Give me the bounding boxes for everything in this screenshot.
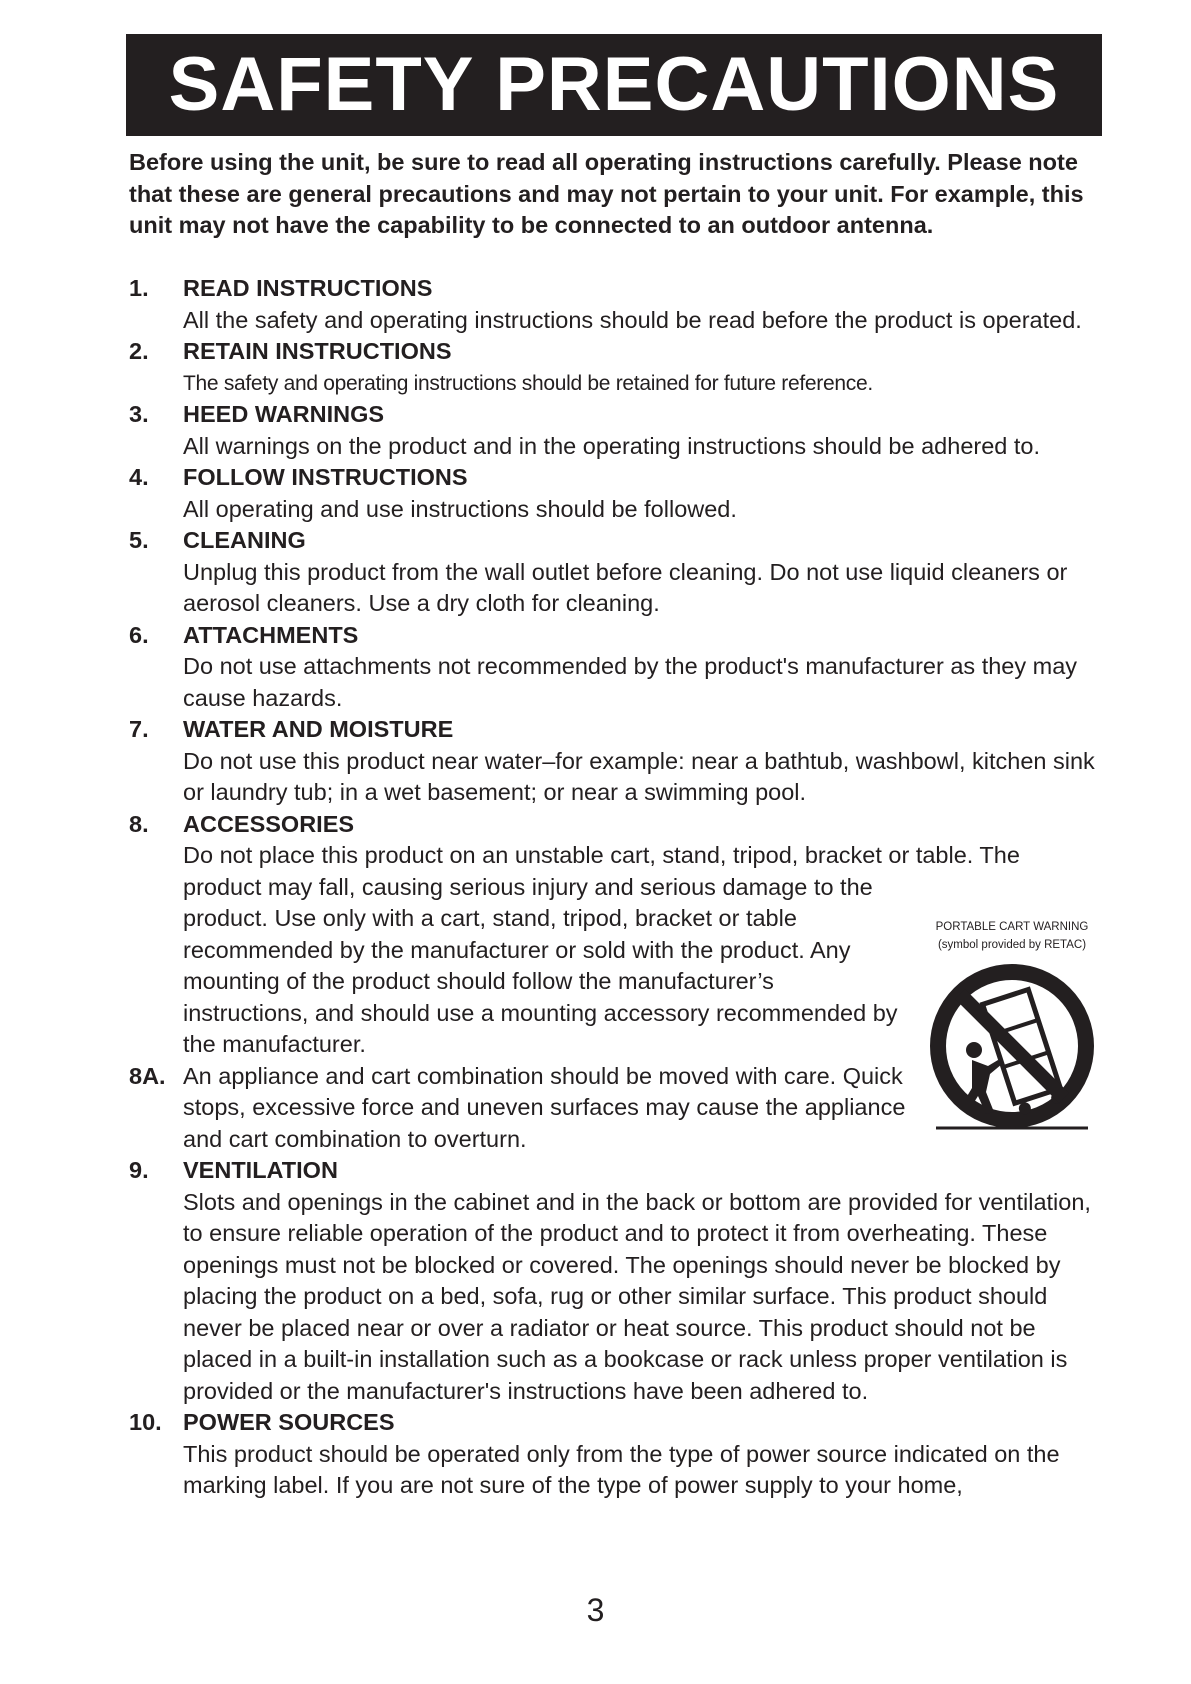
list-item <box>129 714 1099 809</box>
item-number: 5. <box>129 527 149 553</box>
item-text-first-line: Do not place this product on an unstable cart, stand, tripod, bracket or table. The <box>183 842 1020 868</box>
list-item <box>129 1407 1099 1502</box>
page-number: 3 <box>586 1592 605 1628</box>
cart-warning-title: PORTABLE CART WARNING <box>935 921 1089 933</box>
item-number: 8A. <box>129 1062 166 1089</box>
item-heading: HEED WARNINGS <box>183 401 385 427</box>
item-number: 10. <box>129 1409 162 1435</box>
item-heading: ATTACHMENTS <box>183 621 359 648</box>
item-number: 3. <box>129 401 149 427</box>
precautions-list <box>129 273 1099 1502</box>
item-text: Unplug this product from the wall outlet before cleaning. Do not use liquid cleaners or aerosol cleaners. Use a dry cloth for cleaning. <box>183 558 1068 616</box>
item-text: All operating and use instructions should be followed. <box>183 495 737 522</box>
item-heading: READ INSTRUCTIONS <box>183 275 433 301</box>
portable-cart-warning-icon <box>928 964 1096 1134</box>
item-number: 6. <box>129 621 149 648</box>
item-heading: FOLLOW INSTRUCTIONS <box>183 464 468 490</box>
list-item <box>129 273 1099 336</box>
item-heading: WATER AND MOISTURE <box>183 716 454 742</box>
item-number: 1. <box>129 275 149 301</box>
page-title: SAFETY PRECAUTIONS <box>168 42 1060 127</box>
item-number: 7. <box>129 716 149 742</box>
item-text: Slots and openings in the cabinet and in the back or bottom are provided for ventilation, to ensure reliable operation of the product and to protect it from overheating. These openings must not be blocked or covered. The openings should never be blocked by placing the product on a bed, sofa, rug or other similar surface. This product should never be placed near or over a radiator or heat source. This product should not be placed in a built-in installation such as a bookcase or rack unless proper ventilation is provided or the manufacturer's instructions have been adhered to. <box>183 1188 1091 1404</box>
list-item <box>129 399 1099 462</box>
item-heading: POWER SOURCES <box>183 1409 395 1435</box>
item-heading: CLEANING <box>183 527 306 553</box>
item-heading: ACCESSORIES <box>183 810 355 837</box>
cart-warning-figure <box>920 918 1104 1138</box>
intro-paragraph: Before using the unit, be sure to read all operating instructions carefully. Please note that these are general precautions and may not pertain to your unit. For example, this unit may not have the capability to be connected to an outdoor antenna. <box>129 149 1084 238</box>
list-item <box>129 462 1099 525</box>
cart-warning-caption <box>920 918 1104 954</box>
item-text: product may fall, causing serious injury and serious damage to the product. Use only with a cart, stand, tripod, bracket or table recommended by the manufacturer or sold with the product. Any mounting of the product should follow the manufacturer’s instructions, and should use a mounting accessory recommended by the manufacturer. <box>183 873 898 1057</box>
item-text: All warnings on the product and in the operating instructions should be adhered to. <box>183 432 1041 459</box>
item-heading: VENTILATION <box>183 1157 338 1183</box>
title-banner <box>126 34 1102 136</box>
item-number: 9. <box>129 1157 149 1183</box>
item-number: 8. <box>129 810 149 837</box>
item-number: 2. <box>129 338 149 364</box>
list-item <box>129 1155 1099 1407</box>
list-item <box>129 525 1099 620</box>
item-text: This product should be operated only from the type of power source indicated on the marking label. If you are not sure of the type of power supply to your home, <box>183 1440 1060 1498</box>
list-item <box>129 336 1099 399</box>
item-text: All the safety and operating instructions should be read before the product is operated. <box>183 306 1082 333</box>
cart-warning-source: (symbol provided by RETAC) <box>937 939 1087 951</box>
list-item <box>129 620 1099 715</box>
item-text: An appliance and cart combination should be moved with care. Quick stops, excessive force and uneven surfaces may cause the appliance and cart combination to overturn. <box>183 1062 906 1152</box>
item-number: 4. <box>129 464 149 490</box>
item-text: The safety and operating instructions should be retained for future reference. <box>183 371 873 395</box>
item-heading: RETAIN INSTRUCTIONS <box>183 338 452 364</box>
item-text: Do not use attachments not recommended by the product's manufacturer as they may cause hazards. <box>183 653 1078 711</box>
item-text: Do not use this product near water–for example: near a bathtub, washbowl, kitchen sink or laundry tub; in a wet basement; or near a swimming pool. <box>183 747 1095 805</box>
